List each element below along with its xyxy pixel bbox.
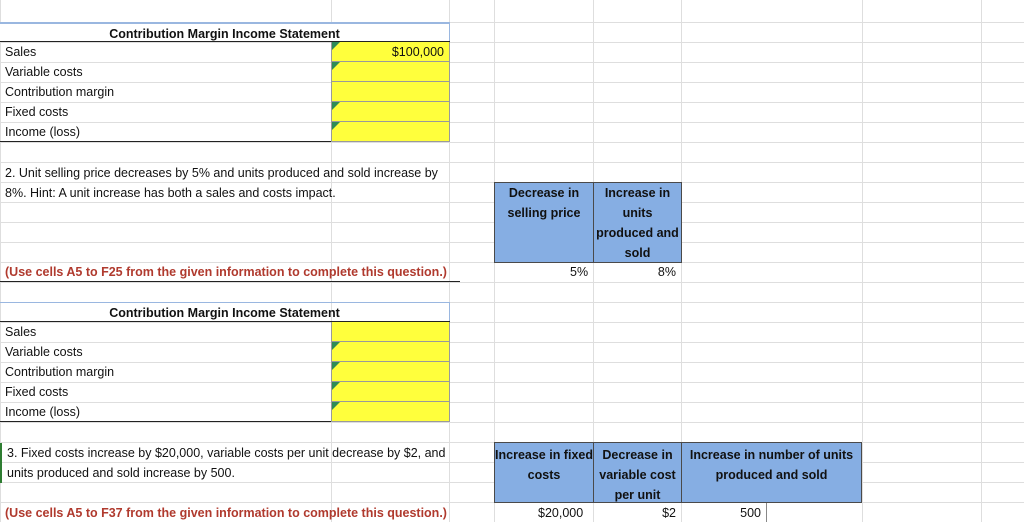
- header-decrease-variable-cost: Decrease in variable cost per unit: [593, 442, 682, 503]
- question-2-text: 2. Unit selling price decreases by 5% and units produced and sold increase by 8%. Hint: A unit increase has both a sales and costs impact.: [5, 166, 438, 200]
- value-increase-fixed-costs[interactable]: $20,000: [538, 506, 584, 520]
- header-decrease-selling-price: Decrease in selling price: [494, 182, 594, 263]
- comment-marker-icon: [332, 402, 340, 410]
- instruction-2: (Use cells A5 to F25 from the given information to complete this question.): [0, 262, 460, 282]
- value-decrease-variable-cost[interactable]: $2: [662, 506, 676, 520]
- value-decrease-selling-price[interactable]: 5%: [570, 265, 589, 279]
- comment-marker-icon: [332, 362, 340, 370]
- comment-marker-icon: [332, 42, 340, 50]
- statement-title-1: Contribution Margin Income Statement: [0, 22, 450, 42]
- row-label-sales: Sales: [5, 325, 37, 339]
- value-increase-units[interactable]: 8%: [657, 265, 676, 279]
- statement-title-2: Contribution Margin Income Statement: [0, 302, 450, 322]
- sales-value: $100,000: [391, 45, 444, 59]
- fixed-costs-input-2[interactable]: [331, 382, 450, 402]
- sales-input[interactable]: [331, 42, 450, 62]
- header-increase-units-500: Increase in number of units produced and sold: [681, 442, 862, 503]
- contribution-margin-input[interactable]: [331, 82, 450, 102]
- row-label-variable-costs: Variable costs: [5, 65, 83, 79]
- header-increase-fixed-costs: Increase in fixed costs: [494, 442, 594, 503]
- income-input-2[interactable]: [331, 402, 450, 422]
- variable-costs-input-2[interactable]: [331, 342, 450, 362]
- value-increase-units-500[interactable]: 500: [681, 503, 767, 522]
- row-label-fixed-costs: Fixed costs: [5, 385, 69, 399]
- income-input[interactable]: [331, 122, 450, 142]
- instruction-3: (Use cells A5 to F37 from the given information to complete this question.): [5, 506, 447, 520]
- row-label-contribution-margin: Contribution margin: [5, 365, 115, 379]
- row-label-income: Income (loss): [5, 125, 81, 139]
- comment-marker-icon: [332, 122, 340, 130]
- comment-marker-icon: [332, 382, 340, 390]
- row-label-sales: Sales: [5, 45, 37, 59]
- row-label-variable-costs: Variable costs: [5, 345, 83, 359]
- comment-marker-icon: [332, 342, 340, 350]
- question-3-text: 3. Fixed costs increase by $20,000, variable costs per unit decrease by $2, and units produced and sold increase by 500.: [0, 443, 450, 483]
- row-label-fixed-costs: Fixed costs: [5, 105, 69, 119]
- header-increase-units: Increase in units produced and sold: [593, 182, 682, 263]
- contribution-margin-input-2[interactable]: [331, 362, 450, 382]
- row-label-income: Income (loss): [5, 405, 81, 419]
- sales-input-2[interactable]: [331, 322, 450, 342]
- comment-marker-icon: [332, 102, 340, 110]
- row-label-contribution-margin: Contribution margin: [5, 85, 115, 99]
- variable-costs-input[interactable]: [331, 62, 450, 82]
- comment-marker-icon: [332, 62, 340, 70]
- fixed-costs-input[interactable]: [331, 102, 450, 122]
